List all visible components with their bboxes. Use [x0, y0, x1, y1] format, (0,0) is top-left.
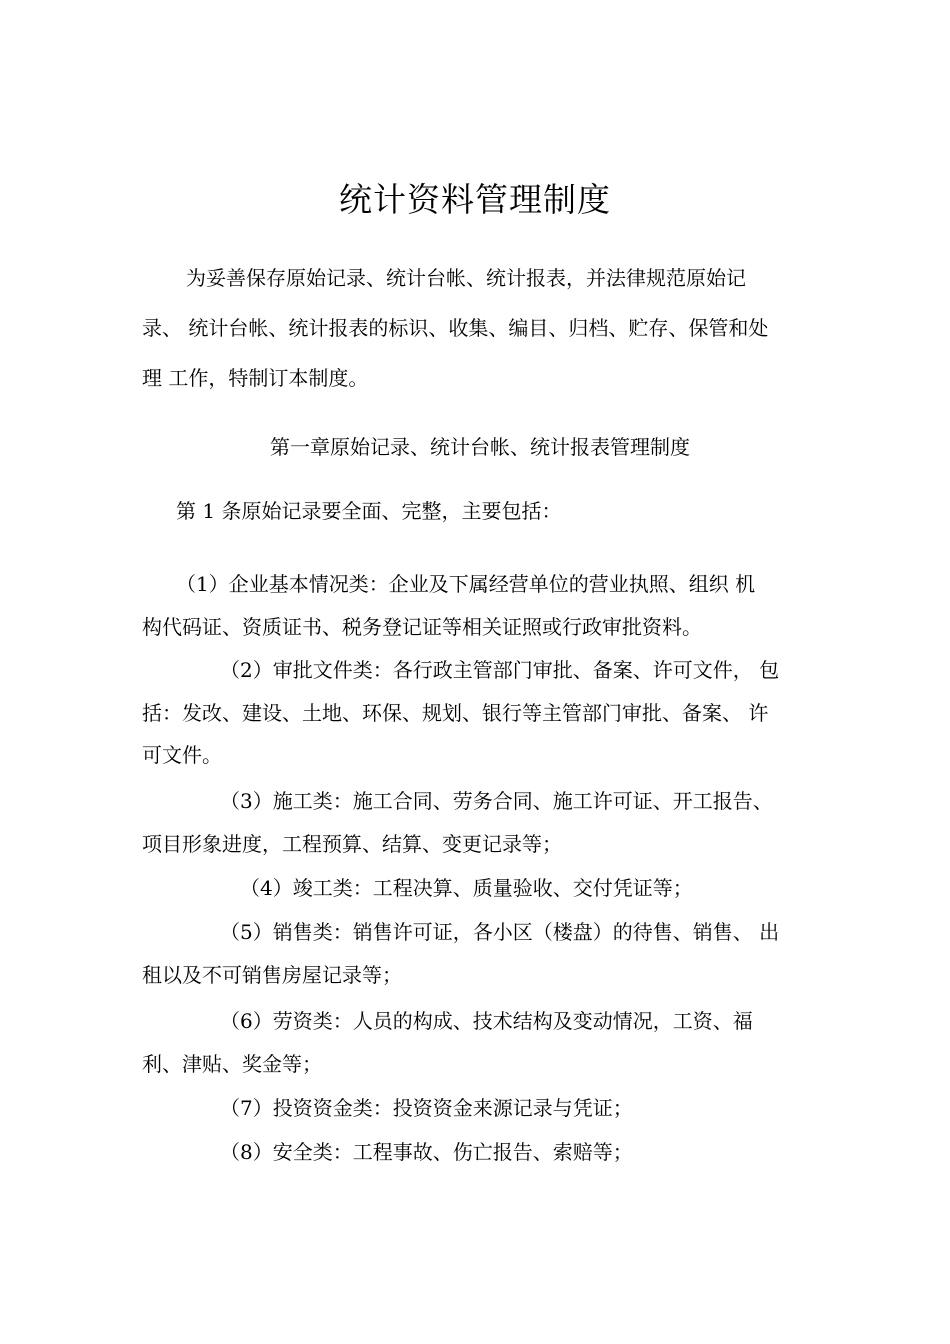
item-2-line-3: 可文件。: [142, 743, 222, 767]
item-8-line-1: （8）安全类：工程事故、伤亡报告、索赔等；: [220, 1140, 633, 1164]
item-5-line-2: 租以及不可销售房屋记录等；: [142, 963, 402, 987]
intro-line-2: 录、 统计台帐、统计报表的标识、收集、编目、归档、贮存、保管和处: [142, 316, 769, 340]
item-3-line-2: 项目形象进度，工程预算、结算、变更记录等；: [142, 832, 562, 856]
intro-line-3: 理 工作，特制订本制度。: [142, 366, 369, 390]
document-title: 统计资料管理制度: [339, 180, 611, 219]
item-1-line-2: 构代码证、资质证书、税务登记证等相关证照或行政审批资料。: [142, 615, 702, 639]
item-6-line-1: （6）劳资类：人员的构成、技术结构及变动情况，工资、福: [220, 1009, 753, 1033]
item-5-line-1: （5）销售类：销售许可证，各小区（楼盘）的待售、销售、 出: [220, 920, 780, 944]
chapter-heading: 第一章原始记录、统计台帐、统计报表管理制度: [270, 435, 690, 459]
intro-line-1: 为妥善保存原始记录、统计台帐、统计报表，并法律规范原始记: [186, 266, 746, 290]
item-2-line-1: （2）审批文件类：各行政主管部门审批、备案、许可文件， 包: [220, 658, 780, 682]
item-4-line-1: （4）竣工类：工程决算、质量验收、交付凭证等；: [240, 876, 693, 900]
item-6-line-2: 利、津贴、奖金等；: [142, 1052, 322, 1076]
item-3-line-1: （3）施工类：施工合同、劳务合同、施工许可证、开工报告、: [220, 789, 773, 813]
item-2-line-2: 括：发改、建设、土地、环保、规划、银行等主管部门审批、备案、 许: [142, 701, 769, 725]
article-1: 第 1 条原始记录要全面、完整，主要包括：: [176, 499, 562, 523]
item-1-line-1: （1）企业基本情况类：企业及下属经营单位的营业执照、组织 机: [176, 572, 756, 596]
item-7-line-1: （7）投资资金类：投资资金来源记录与凭证；: [220, 1096, 633, 1120]
